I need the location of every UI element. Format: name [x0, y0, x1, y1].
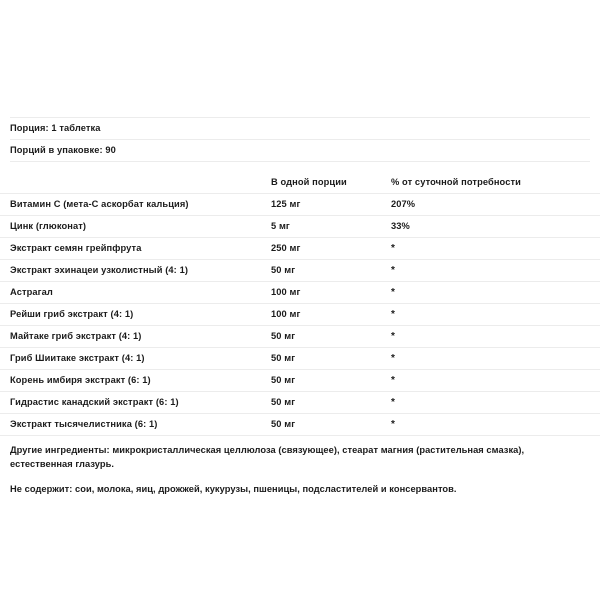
table-row: [0, 238, 600, 260]
cell-daily-value: 33%: [391, 216, 600, 238]
table-body: [0, 194, 600, 436]
cell-daily-value: *: [391, 282, 600, 304]
header-daily-value: % от суточной потребности: [391, 172, 600, 194]
cell-amount-per-serving: 100 мг: [271, 282, 391, 304]
gap-before-table: [0, 162, 600, 172]
cell-amount-per-serving: 50 мг: [271, 414, 391, 436]
cell-ingredient-name: Экстракт тысячелистника (6: 1): [0, 414, 271, 436]
cell-ingredient-name: Майтаке гриб экстракт (4: 1): [0, 326, 271, 348]
free-from-text: Не содержит: сои, молока, яиц, дрожжей, кукурузы, пшеницы, подсластителей и консервантов.: [10, 484, 457, 494]
cell-amount-per-serving: 50 мг: [271, 326, 391, 348]
cell-ingredient-name: Витамин С (мета-С аскорбат кальция): [0, 194, 271, 216]
servings-per-container-line: Порций в упаковке: 90: [10, 145, 116, 155]
table-row: [0, 260, 600, 282]
table-row: [0, 370, 600, 392]
table-row: [0, 348, 600, 370]
cell-ingredient-name: Корень имбиря экстракт (6: 1): [0, 370, 271, 392]
table-head: [0, 172, 600, 194]
cell-ingredient-name: Гриб Шиитаке экстракт (4: 1): [0, 348, 271, 370]
footnotes-section: [0, 436, 600, 497]
cell-daily-value: *: [391, 238, 600, 260]
other-ingredients-text: Другие ингредиенты: микрокристаллическая целлюлоза (связующее), стеарат магния (растительная смазка), естественная глазурь.: [10, 445, 525, 469]
table-row: [0, 414, 600, 436]
cell-ingredient-name: Гидрастис канадский экстракт (6: 1): [0, 392, 271, 414]
supplement-facts-table: [0, 172, 600, 436]
table-row: [0, 304, 600, 326]
table-row: [0, 216, 600, 238]
top-spacer: [10, 0, 590, 117]
cell-ingredient-name: Экстракт семян грейпфрута: [0, 238, 271, 260]
cell-amount-per-serving: 125 мг: [271, 194, 391, 216]
cell-daily-value: *: [391, 414, 600, 436]
cell-amount-per-serving: 50 мг: [271, 260, 391, 282]
table-header-row: [0, 172, 600, 194]
cell-daily-value: *: [391, 392, 600, 414]
cell-amount-per-serving: 250 мг: [271, 238, 391, 260]
header-amount-per-serving: В одной порции: [271, 172, 391, 194]
cell-ingredient-name: Рейши гриб экстракт (4: 1): [0, 304, 271, 326]
cell-ingredient-name: Астрагал: [0, 282, 271, 304]
cell-daily-value: *: [391, 260, 600, 282]
table-row: [0, 194, 600, 216]
header-ingredient-name: [0, 172, 271, 194]
cell-daily-value: 207%: [391, 194, 600, 216]
cell-daily-value: *: [391, 304, 600, 326]
cell-amount-per-serving: 50 мг: [271, 370, 391, 392]
serving-size-line: Порция: 1 таблетка: [10, 123, 101, 133]
table-row: [0, 392, 600, 414]
cell-amount-per-serving: 50 мг: [271, 392, 391, 414]
table-row: [0, 282, 600, 304]
cell-daily-value: *: [391, 326, 600, 348]
cell-ingredient-name: Цинк (глюконат): [0, 216, 271, 238]
cell-daily-value: *: [391, 370, 600, 392]
cell-ingredient-name: Экстракт эхинацеи узколистный (4: 1): [0, 260, 271, 282]
cell-amount-per-serving: 50 мг: [271, 348, 391, 370]
cell-amount-per-serving: 5 мг: [271, 216, 391, 238]
table-row: [0, 326, 600, 348]
cell-daily-value: *: [391, 348, 600, 370]
cell-amount-per-serving: 100 мг: [271, 304, 391, 326]
supplement-facts-panel: [0, 0, 600, 117]
